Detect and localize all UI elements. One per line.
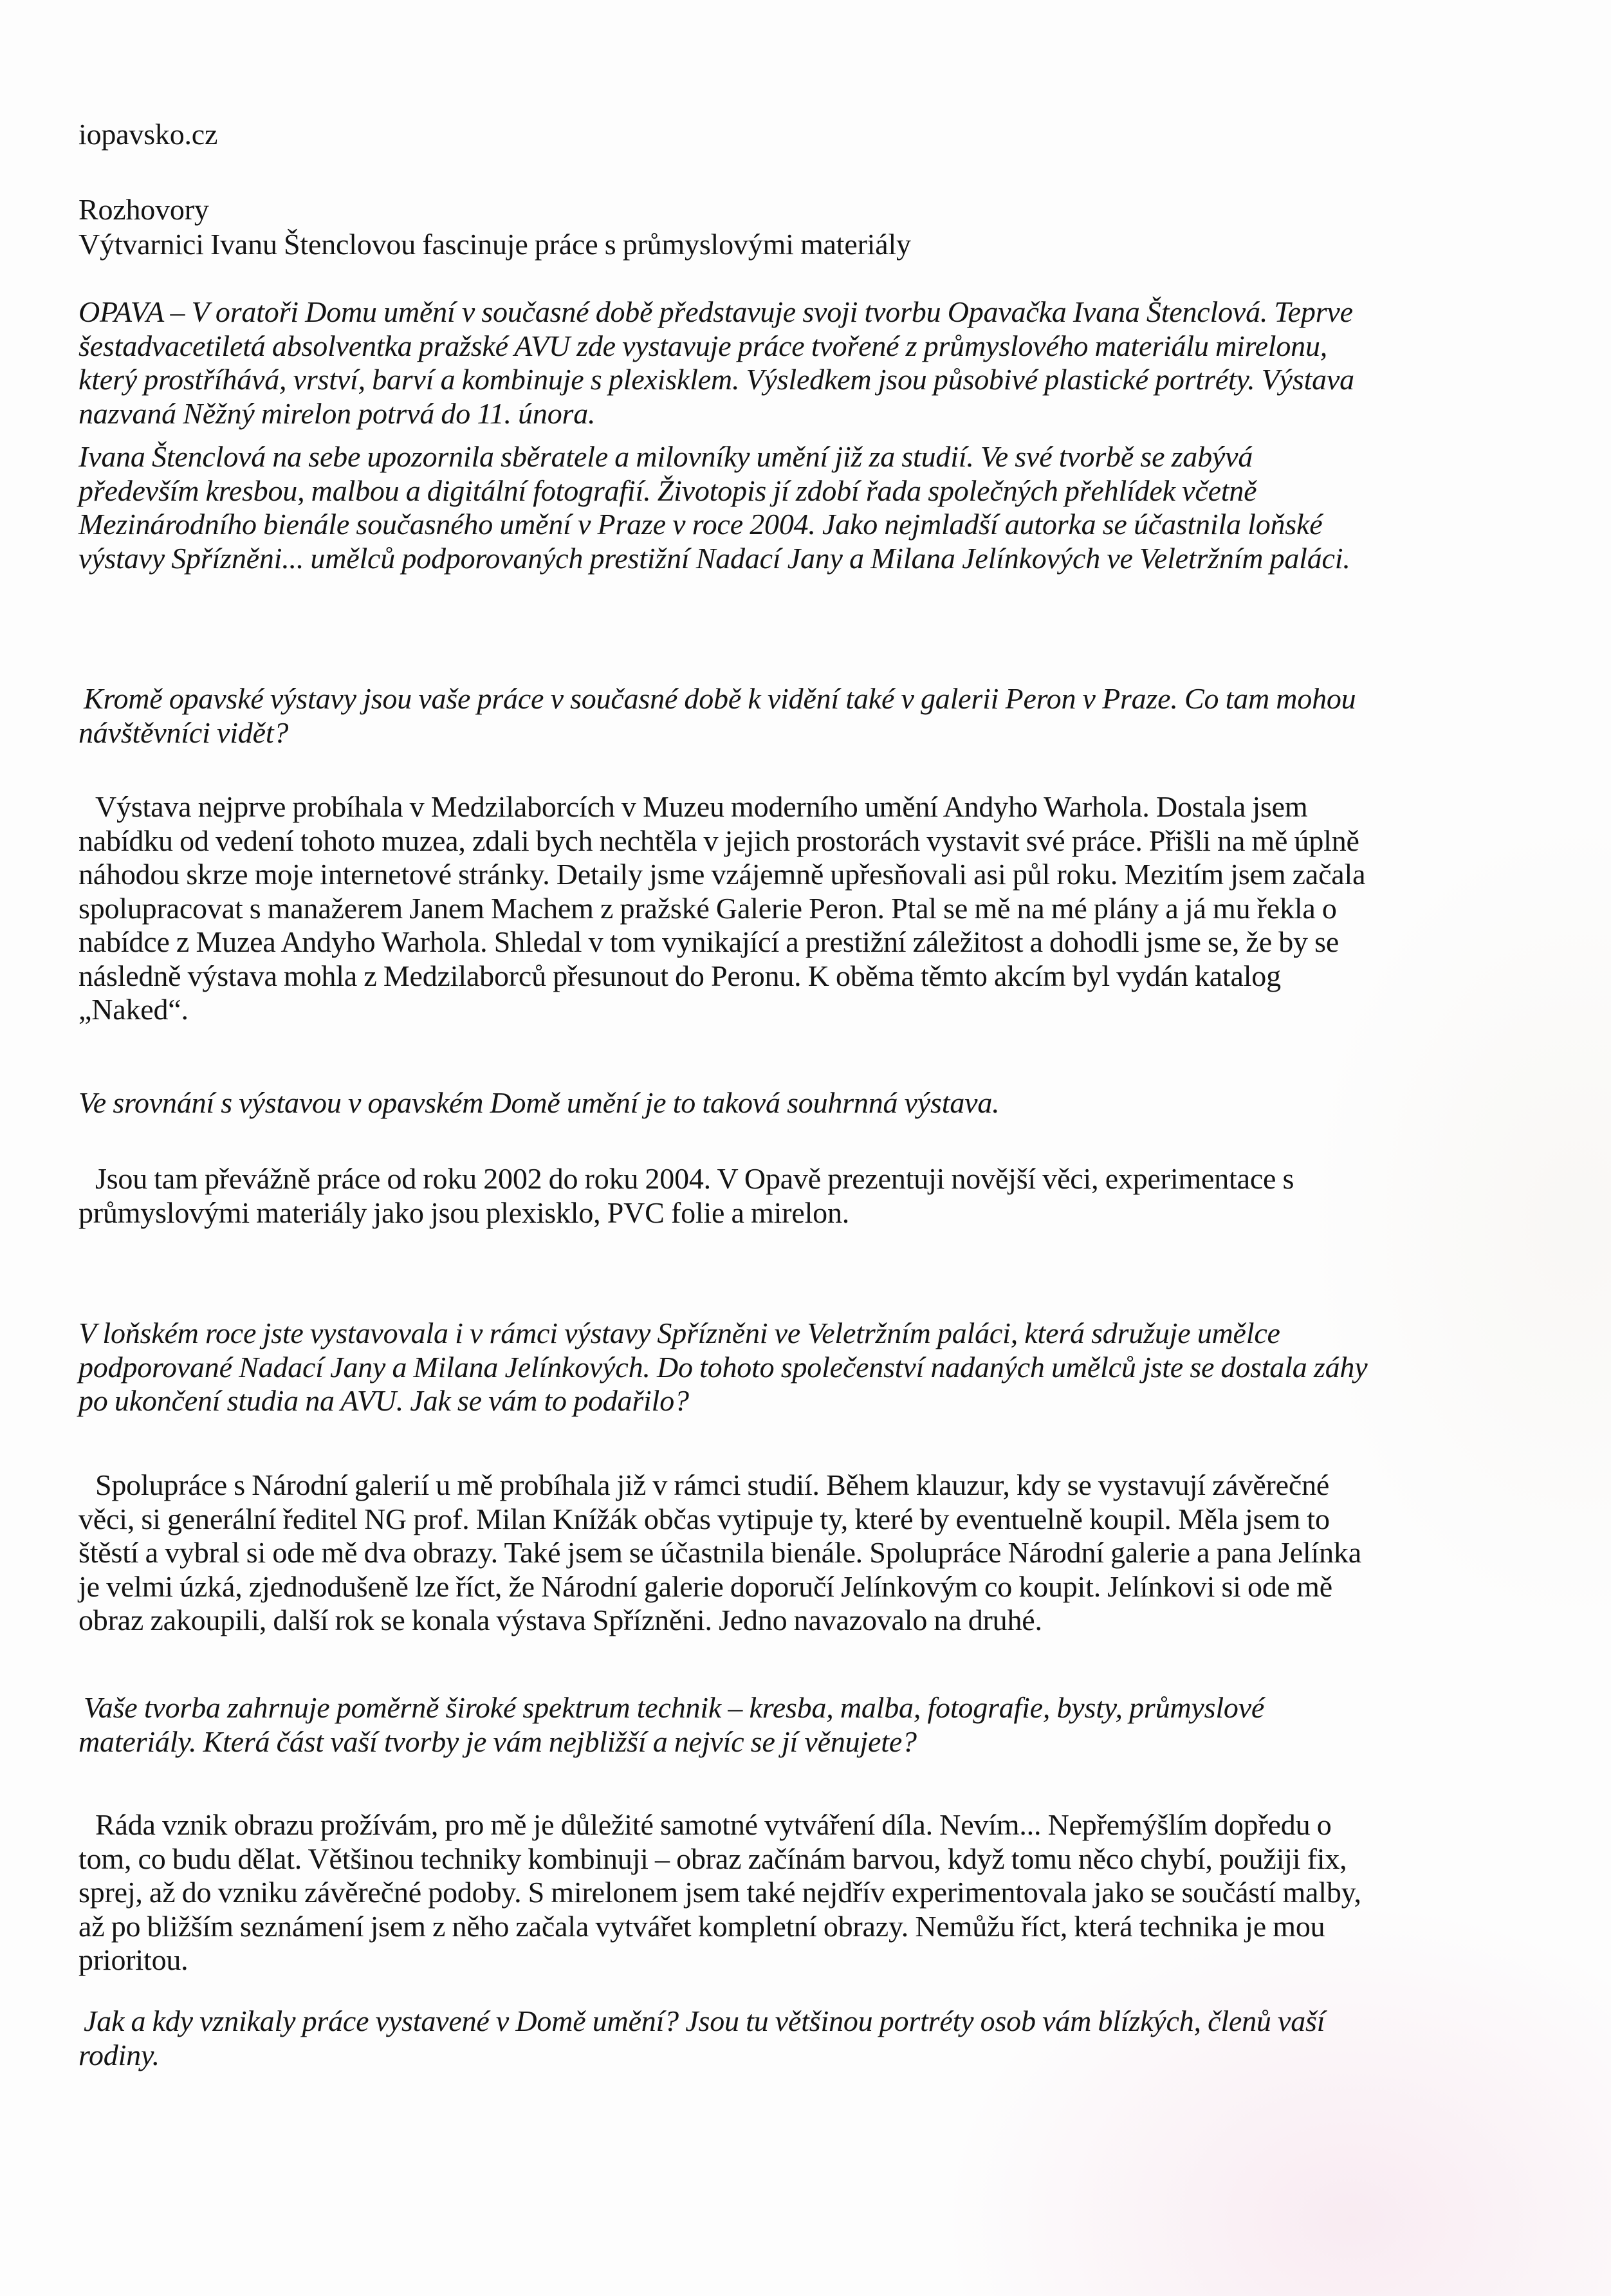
intro-line: výstavy Spřízněni... umělců podporovaných prestižní Nadací Jany a Milana Jelínkových ve Veletržním paláci. (78, 541, 1350, 575)
question-line: po ukončení studia na AVU. Jak se vám to podařilo? (78, 1384, 689, 1417)
answer-paragraph (78, 1162, 1520, 1230)
answer-line: tom, co budu dělat. Většinou techniky kombinuji – obraz začínám barvou, když tomu něco chybí, použiji fix, (78, 1842, 1347, 1875)
answer-line: věci, si generální ředitel NG prof. Milan Knížák občas vytipuje ty, které by eventuelně koupil. Měla jsem to (78, 1502, 1330, 1535)
intro-line: Mezinárodního bienále současného umění v Praze v roce 2004. Jako nejmladší autorka se účastnila loňské (78, 508, 1323, 541)
answer-paragraph (78, 1468, 1520, 1638)
answer-line: náhodou skrze moje internetové stránky. Detaily jsme vzájemně upřesňovali asi půl roku. Mezitím jsem začala (78, 858, 1366, 891)
question-paragraph (78, 682, 1520, 750)
intro-line: Ivana Štenclová na sebe upozornila sběratele a milovníky umění již za studií. Ve své tvorbě se zabývá (78, 440, 1253, 473)
lead-line: který prostříhává, vrství, barví a kombinuje s plexisklem. Výsledkem jsou působivé plastické portréty. Výstava (78, 363, 1354, 396)
section-label: Rozhovory (78, 193, 209, 226)
answer-paragraph (78, 790, 1520, 1027)
question-line: Ve srovnání s výstavou v opavském Domě umění je to taková souhrnná výstava. (78, 1086, 1000, 1119)
article-title: Výtvarnici Ivanu Štenclovou fascinuje práce s průmyslovými materiály (78, 228, 911, 261)
answer-line: je velmi úzká, zjednodušeně lze říct, že Národní galerie doporučí Jelínkovým co koupit. Jelínkovi si ode mě (78, 1569, 1332, 1603)
intro-line: především kresbou, malbou a digitální fotografií. Životopis jí zdobí řada společných přehlídek včetně (78, 474, 1257, 507)
lead-line: OPAVA – V oratoři Domu umění v současné době představuje svoji tvorbu Opavačka Ivana Štenclová. Teprve (78, 295, 1353, 328)
answer-line: následně výstava mohla z Medzilaborců přesunout do Peronu. K oběma těmto akcím byl vydán katalog (78, 959, 1281, 992)
answer-line: štěstí a vybral si ode mě dva obrazy. Také jsem se účastnila bienále. Spolupráce Národní galerie a pana Jelínka (78, 1536, 1361, 1569)
source-site: iopavsko.cz (78, 118, 218, 151)
answer-line: Ráda vznik obrazu prožívám, pro mě je důležité samotné vytváření díla. Nevím... Nepřemýšlím dopředu o (95, 1808, 1332, 1841)
question-paragraph (78, 1691, 1520, 1759)
question-line: Vaše tvorba zahrnuje poměrně široké spektrum technik – kresba, malba, fotografie, bysty, průmyslové (84, 1691, 1265, 1724)
question-line: materiály. Která část vaší tvorby je vám nejbližší a nejvíc se jí věnujete? (78, 1725, 917, 1758)
answer-line: Spolupráce s Národní galerií u mě probíhala již v rámci studií. Během klauzur, kdy se vystavují závěrečné (95, 1468, 1330, 1501)
answer-line: prioritou. (78, 1943, 189, 1976)
answer-line: nabídku od vedení tohoto muzea, zdali bych nechtěla v jejich prostorách vystavit své práce. Přišli na mě úplně (78, 824, 1359, 857)
intro-paragraph (78, 440, 1520, 575)
question-paragraph (78, 1317, 1520, 1418)
answer-line: spolupracovat s manažerem Janem Machem z pražské Galerie Peron. Ptal se mě na mé plány a já mu řekla o (78, 891, 1337, 925)
question-line: Jak a kdy vznikaly práce vystavené v Domě umění? Jsou tu většinou portréty osob vám blízkých, členů vaší (84, 2004, 1325, 2037)
question-paragraph (78, 1086, 1520, 1120)
answer-line: sprej, až do vzniku závěrečné podoby. S mirelonem jsem také nejdřív experimentovala jako se součástí malby, (78, 1876, 1361, 1909)
answer-line: průmyslovými materiály jako jsou plexisklo, PVC folie a mirelon. (78, 1196, 850, 1229)
question-line: V loňském roce jste vystavovala i v rámci výstavy Spřízněni ve Veletržním paláci, která sdružuje umělce (78, 1317, 1280, 1349)
answer-line: až po bližším seznámení jsem z něho začala vytvářet kompletní obrazy. Nemůžu říct, která technika je mou (78, 1909, 1325, 1943)
lead-line: šestadvacetiletá absolventka pražské AVU zde vystavuje práce tvořené z průmyslového materiálu mirelonu, (78, 329, 1328, 362)
question-line: návštěvníci vidět? (78, 716, 289, 749)
answer-line: „Naked“. (78, 993, 189, 1026)
lead-paragraph (78, 295, 1520, 430)
question-paragraph (78, 2004, 1520, 2072)
question-line: rodiny. (78, 2038, 160, 2071)
question-line: podporované Nadací Jany a Milana Jelínkových. Do tohoto společenství nadaných umělců jste se dostala záhy (78, 1350, 1368, 1384)
lead-line: nazvaná Něžný mirelon potrvá do 11. února. (78, 396, 596, 430)
question-line: Kromě opavské výstavy jsou vaše práce v současné době k vidění také v galerii Peron v Praze. Co tam mohou (84, 682, 1356, 715)
answer-line: Jsou tam převážně práce od roku 2002 do roku 2004. V Opavě prezentuji novější věci, experimentace s (95, 1162, 1294, 1195)
answer-paragraph (78, 1808, 1520, 1977)
answer-line: nabídce z Muzea Andyho Warhola. Shledal v tom vynikající a prestižní záležitost a dohodli jsme se, že by se (78, 925, 1339, 958)
answer-line: Výstava nejprve probíhala v Medzilaborcích v Muzeu moderního umění Andyho Warhola. Dostala jsem (95, 790, 1308, 823)
answer-line: obraz zakoupili, další rok se konala výstava Spřízněni. Jedno navazovalo na druhé. (78, 1604, 1042, 1636)
